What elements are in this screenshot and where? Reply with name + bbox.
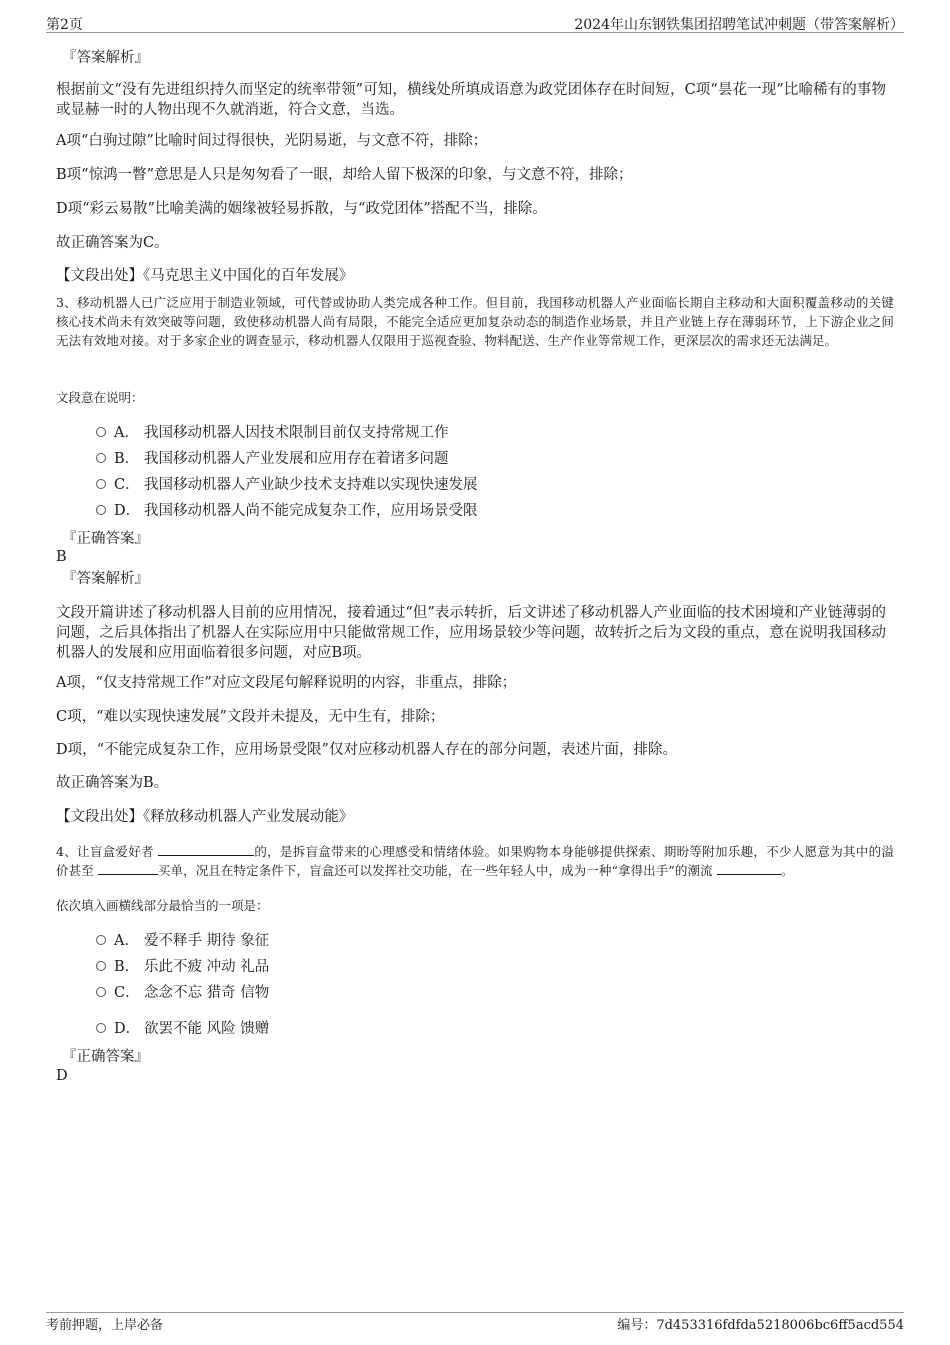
q4-stem-part-1: 4、让盲盒爱好者 — [56, 844, 154, 859]
radio-icon[interactable] — [96, 1023, 106, 1033]
q4-stem-end: 。 — [780, 863, 794, 878]
q4-option-b[interactable] — [96, 957, 269, 977]
q2-option-b-analysis: B项“惊鸿一瞥”意思是人只是匆匆看了一眼，却给人留下极深的印象，与文意不符，排除； — [56, 167, 633, 183]
option-letter: D． — [114, 1021, 141, 1037]
q4-option-c[interactable] — [96, 983, 269, 1003]
radio-icon[interactable] — [96, 453, 106, 463]
header-divider — [46, 32, 904, 33]
option-letter: A． — [114, 933, 139, 949]
option-letter: B． — [114, 959, 140, 975]
option-letter: C． — [114, 477, 140, 493]
footer-divider — [46, 1312, 904, 1313]
q2-analysis-label: 『答案解析』 — [62, 50, 149, 66]
q2-source: 【文段出处】《马克思主义中国化的百年发展》 — [56, 268, 354, 284]
option-text: 我国移动机器人产业发展和应用存在着诸多问题 — [144, 451, 449, 467]
radio-icon[interactable] — [96, 479, 106, 489]
option-text: 乐此不疲 冲动 礼品 — [144, 959, 270, 975]
radio-icon[interactable] — [96, 987, 106, 997]
q4-blank-1 — [158, 843, 254, 856]
q3-conclusion: 故正确答案为B。 — [56, 775, 169, 791]
q3-option-c-analysis: C项，“难以实现快速发展”文段并未提及，无中生有，排除； — [56, 709, 445, 725]
q4-blank-3 — [717, 862, 781, 875]
q4-blank-2 — [98, 862, 158, 875]
option-text: 念念不忘 猎奇 信物 — [144, 985, 270, 1001]
radio-icon[interactable] — [96, 427, 106, 437]
q3-option-a[interactable] — [96, 423, 449, 443]
option-text: 我国移动机器人因技术限制目前仅支持常规工作 — [144, 425, 449, 441]
page-header — [0, 0, 950, 34]
q3-option-a-analysis: A项，“仅支持常规工作”对应文段尾句解释说明的内容，非重点，排除； — [56, 675, 517, 691]
q3-answer: B — [56, 549, 67, 565]
footer-slogan: 考前押题，上岸必备 — [46, 1318, 164, 1333]
q4-stem-part-2: 的，是拆盲盒带来的心理感受和情绪体验。如果购物本身能够提供探索、期盼等附加乐趣，不少人愿意为其中的溢价甚至 — [56, 844, 894, 878]
q2-option-d-analysis: D项“彩云易散”比喻美满的姻缘被轻易拆散，与“政党团体”搭配不当，排除。 — [56, 201, 547, 217]
option-text: 爱不释手 期待 象征 — [144, 933, 270, 949]
document-title: 2024年山东钢铁集团招聘笔试冲刺题（带答案解析） — [574, 17, 904, 33]
q4-answer: D — [56, 1068, 68, 1084]
option-letter: D． — [114, 503, 141, 519]
q4-prompt: 依次填入画横线部分最恰当的一项是： — [56, 898, 269, 913]
q3-option-d[interactable] — [96, 501, 478, 521]
option-text: 欲罢不能 风险 馈赠 — [144, 1021, 270, 1037]
q3-source: 【文段出处】《释放移动机器人产业发展动能》 — [56, 809, 354, 825]
document-id: 编号：7d453316fdfda5218006bc6ff5acd554 — [617, 1318, 904, 1333]
q3-analysis-label: 『答案解析』 — [62, 571, 149, 587]
option-letter: A． — [114, 425, 139, 441]
q4-stem-part-3: 买单，况且在特定条件下，盲盒还可以发挥社交功能，在一些年轻人中，成为一种“拿得出手”的潮流 — [157, 863, 713, 878]
option-letter: C． — [114, 985, 140, 1001]
q3-answer-label: 『正确答案』 — [62, 531, 149, 547]
q3-prompt: 文段意在说明： — [56, 390, 144, 405]
q2-option-a-analysis: A项“白驹过隙”比喻时间过得很快，光阴易逝，与文意不符，排除； — [56, 133, 488, 149]
option-letter: B． — [114, 451, 140, 467]
radio-icon[interactable] — [96, 505, 106, 515]
q4-stem — [56, 842, 894, 880]
q4-option-a[interactable] — [96, 931, 269, 951]
q2-analysis-paragraph: 根据前文“没有先进组织持久而坚定的统率带领”可知，横线处所填成语意为政党团体存在时间短，C项“昙花一现”比喻稀有的事物或显赫一时的人物出现不久就消逝，符合文意，当选。 — [56, 82, 886, 118]
q3-stem: 3、移动机器人已广泛应用于制造业领域，可代替或协助人类完成各种工作。但目前，我国移动机器人产业面临长期自主移动和大面积覆盖移动的关键核心技术尚未有效突破等问题，致使移动机器人尚有局限，不能完全适应更加复杂动态的制造作业场景，并且产业链上存在薄弱环节，上下游企业之间无法有效地对接。对于多家企业的调查显示，移动机器人仅限用于巡视查验、物料配送、生产作业等常规工作，更深层次的需求还无法满足。 — [56, 295, 894, 348]
q3-option-b[interactable] — [96, 449, 449, 469]
option-text: 我国移动机器人产业缺少技术支持难以实现快速发展 — [144, 477, 478, 493]
q3-option-d-analysis: D项，“不能完成复杂工作，应用场景受限”仅对应移动机器人存在的部分问题，表述片面，排除。 — [56, 742, 677, 758]
radio-icon[interactable] — [96, 961, 106, 971]
q3-analysis-paragraph: 文段开篇讲述了移动机器人目前的应用情况，接着通过“但”表示转折，后文讲述了移动机器人产业面临的技术困境和产业链薄弱的问题，之后具体指出了机器人在实际应用中只能做常规工作，应用场景较少等问题，故转折之后为文段的重点，意在说明我国移动机器人的发展和应用面临着很多问题，对应B项。 — [56, 605, 886, 661]
option-text: 我国移动机器人尚不能完成复杂工作，应用场景受限 — [144, 503, 478, 519]
radio-icon[interactable] — [96, 935, 106, 945]
page-number: 第2页 — [46, 17, 83, 33]
q3-option-c[interactable] — [96, 475, 478, 495]
q4-answer-label: 『正确答案』 — [62, 1049, 149, 1065]
q2-conclusion: 故正确答案为C。 — [56, 235, 169, 251]
q4-option-d[interactable] — [96, 1019, 269, 1039]
